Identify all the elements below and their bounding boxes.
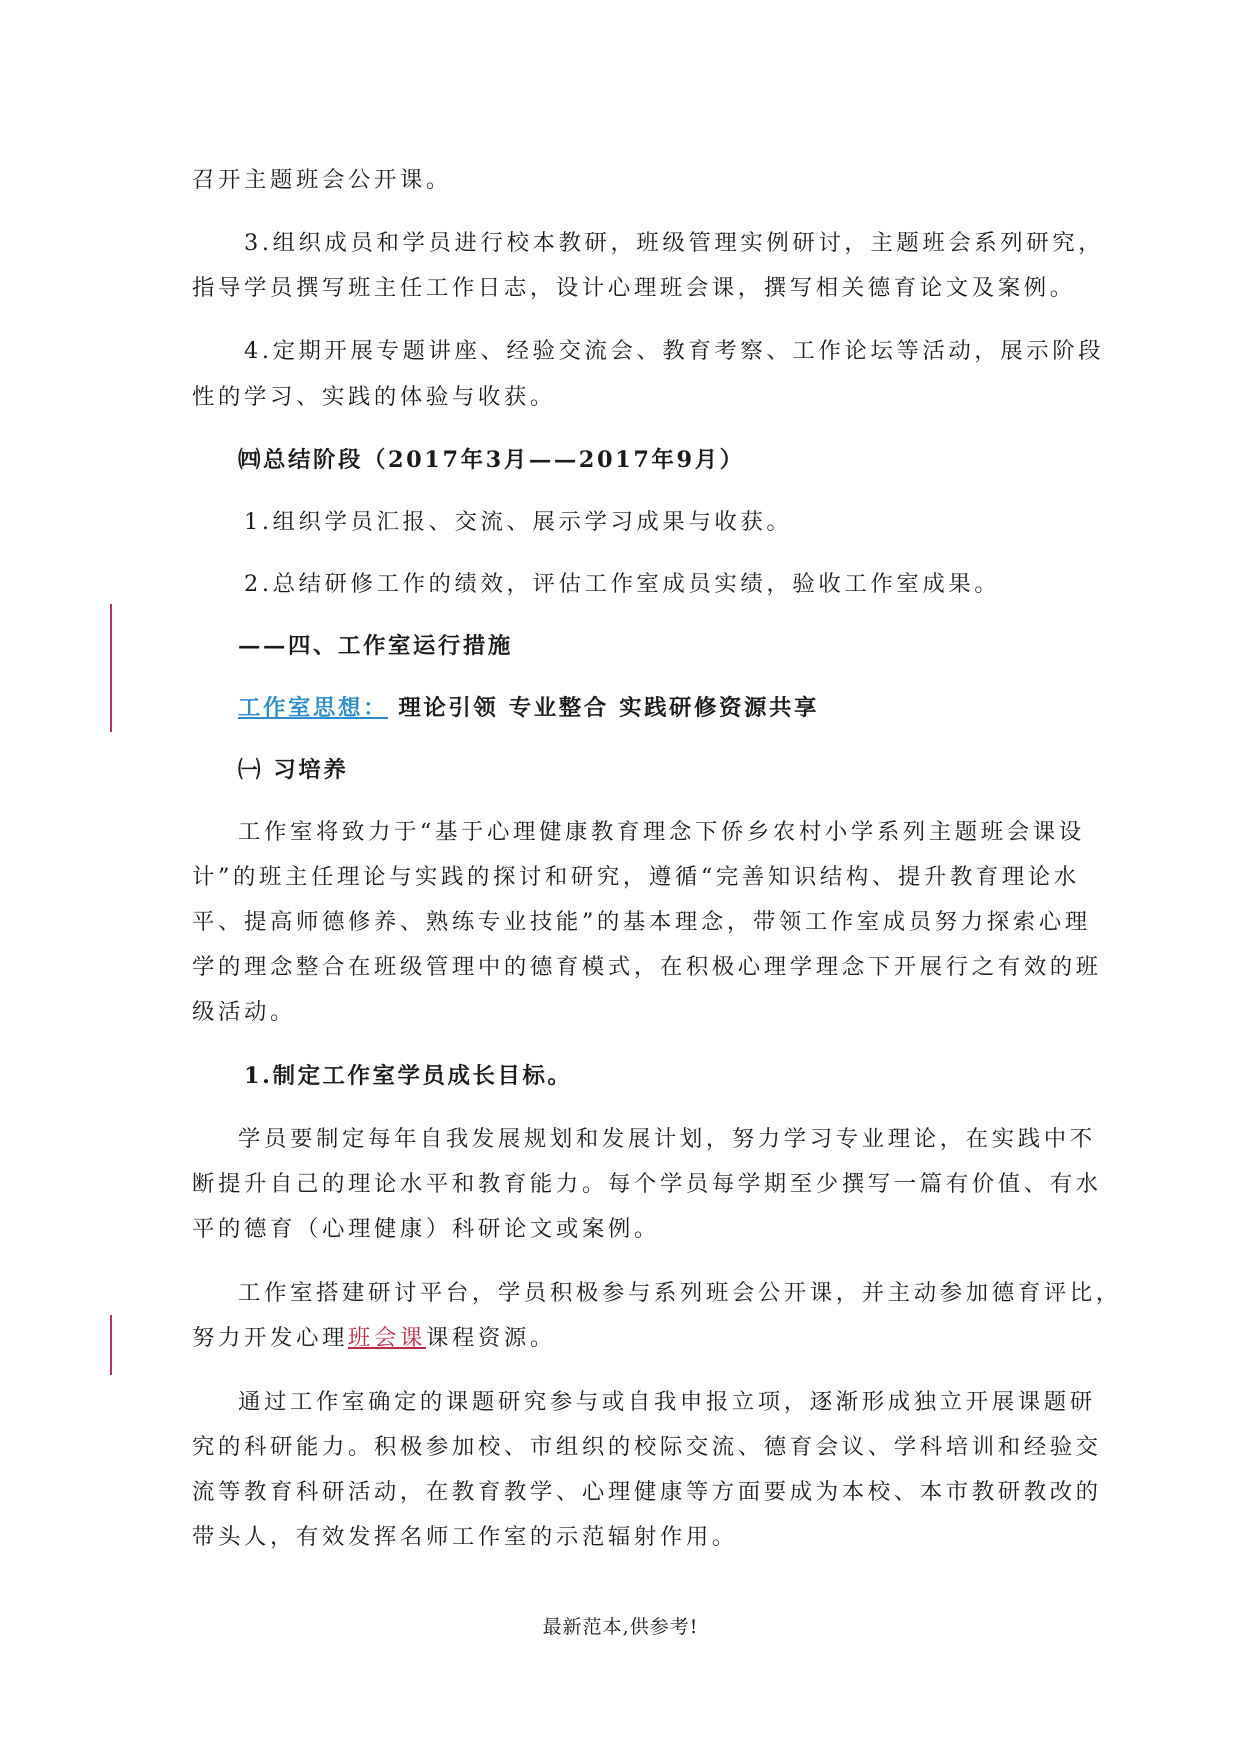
body-line: 究的科研能力。积极参加校、市组织的校际交流、德育会议、学科培训和经验交	[192, 1434, 1102, 1460]
workshop-idea-link[interactable]: 工作室思想：	[238, 695, 388, 721]
section-heading: ——四、工作室运行措施	[238, 633, 513, 659]
body-line: 工作室将致力于“基于心理健康教育理念下侨乡农村小学系列主题班会课设	[238, 819, 1085, 845]
section-heading	[238, 693, 819, 723]
body-line: 计”的班主任理论与实践的探讨和研究，遵循“完善知识结构、提升教育理论水	[192, 864, 1080, 890]
body-line: 2.总结研修工作的绩效，评估工作室成员实绩，验收工作室成果。	[244, 571, 1001, 597]
body-line: 平、提高师德修养、熟练专业技能”的基本理念，带领工作室成员努力探索心理	[192, 909, 1091, 935]
body-line: 级活动。	[192, 999, 296, 1025]
body-line: 指导学员撰写班主任工作日志，设计心理班会课，撰写相关德育论文及案例。	[192, 275, 1076, 301]
section-heading: ㈠ 习培养	[238, 757, 349, 783]
body-line	[192, 1323, 556, 1353]
section-heading: ㈣总结阶段（2017年3月——2017年9月）	[238, 447, 745, 473]
section-heading: 1.制定工作室学员成长目标。	[244, 1063, 573, 1089]
body-line: 召开主题班会公开课。	[192, 167, 452, 193]
body-line: 1.组织学员汇报、交流、展示学习成果与收获。	[244, 509, 793, 535]
body-line: 学的理念整合在班级管理中的德育模式，在积极心理学理念下开展行之有效的班	[192, 954, 1102, 980]
page-footer: 最新范本,供参考!	[542, 1616, 699, 1638]
body-line: 带头人，有效发挥名师工作室的示范辐射作用。	[192, 1524, 738, 1550]
body-line: 流等教育科研活动，在教育教学、心理健康等方面要成为本校、本市教研教改的	[192, 1479, 1102, 1505]
revision-bar	[110, 1315, 112, 1375]
body-text: 努力开发心理	[192, 1325, 348, 1351]
class-meeting-link[interactable]: 班会课	[347, 1325, 426, 1351]
body-line: 4.定期开展专题讲座、经验交流会、教育考察、工作论坛等活动，展示阶段	[244, 338, 1105, 364]
workshop-idea-text: 理论引领 专业整合 实践研修资源共享	[398, 695, 819, 721]
revision-bar	[110, 604, 112, 732]
body-line: 3.组织成员和学员进行校本教研，班级管理实例研讨，主题班会系列研究，	[244, 230, 1105, 256]
body-text: 课程资源。	[425, 1325, 556, 1351]
body-line: 通过工作室确定的课题研究参与或自我申报立项，逐渐形成独立开展课题研	[238, 1389, 1096, 1415]
body-line: 断提升自己的理论水平和教育能力。每个学员每学期至少撰写一篇有价值、有水	[192, 1171, 1102, 1197]
body-line: 平的德育（心理健康）科研论文或案例。	[192, 1216, 660, 1242]
body-line: 工作室搭建研讨平台，学员积极参与系列班会公开课，并主动参加德育评比，	[238, 1280, 1122, 1306]
body-line: 性的学习、实践的体验与收获。	[192, 384, 556, 410]
body-line: 学员要制定每年自我发展规划和发展计划，努力学习专业理论，在实践中不	[238, 1126, 1096, 1152]
